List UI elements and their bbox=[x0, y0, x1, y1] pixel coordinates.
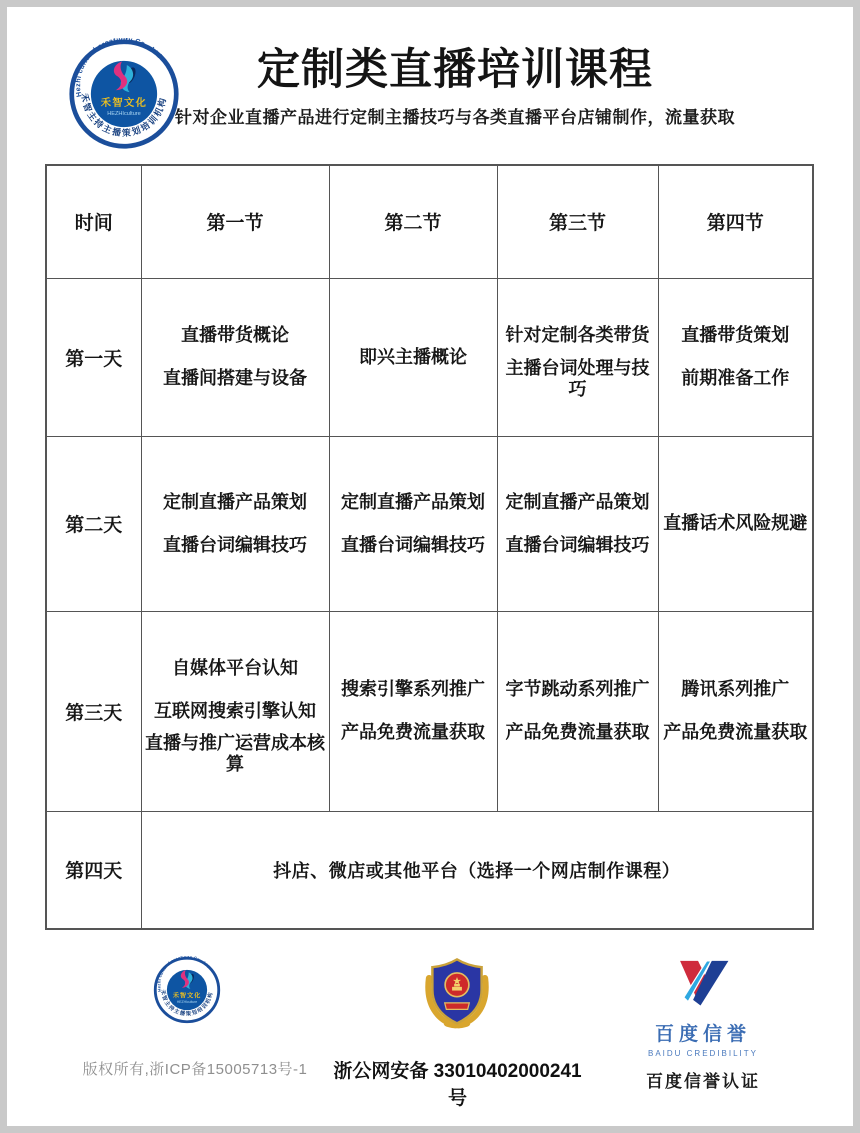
police-badge-icon bbox=[416, 951, 498, 1035]
course-line: 直播间搭建与设备 bbox=[163, 368, 307, 389]
course-cell bbox=[658, 611, 813, 811]
hezhi-logo-footer bbox=[153, 956, 221, 1024]
course-cell bbox=[141, 611, 329, 811]
table-row-day1 bbox=[46, 278, 813, 436]
course-line: 产品免费流量获取 bbox=[505, 722, 650, 743]
course-line: 即兴主播概论 bbox=[359, 346, 467, 367]
course-table bbox=[45, 164, 814, 930]
course-line: 直播与推广运营成本核算 bbox=[145, 733, 325, 774]
column-header-lesson4: 第四节 bbox=[658, 165, 813, 278]
course-cell bbox=[329, 278, 497, 436]
day-label: 第二天 bbox=[46, 436, 141, 611]
page-title: 定制类直播培训课程 bbox=[257, 46, 653, 94]
course-line: 直播台词编辑技巧 bbox=[163, 534, 307, 555]
course-line: 前期准备工作 bbox=[681, 368, 790, 389]
course-line: 定制直播产品策划 bbox=[163, 491, 307, 512]
course-line: 直播台词编辑技巧 bbox=[505, 534, 650, 555]
course-cell-merged: 抖店、微店或其他平台（选择一个网店制作课程） bbox=[141, 811, 813, 929]
column-header-lesson2: 第二节 bbox=[329, 165, 497, 278]
course-cell bbox=[497, 611, 658, 811]
header bbox=[90, 46, 820, 128]
column-header-lesson3: 第三节 bbox=[497, 165, 658, 278]
header-row bbox=[46, 165, 813, 278]
course-cell bbox=[497, 278, 658, 436]
course-line: 产品免费流量获取 bbox=[663, 722, 808, 743]
copyright-text: 版权所有,浙ICP备15005713号-1 bbox=[82, 1061, 308, 1078]
course-line: 直播带货策划 bbox=[681, 325, 790, 346]
course-line: 搜索引擎系列推广 bbox=[341, 679, 485, 700]
baidu-credibility-block bbox=[617, 958, 789, 1092]
course-cell bbox=[141, 436, 329, 611]
police-record-text: 浙公网安备 33010402000241号 bbox=[333, 1061, 582, 1109]
course-line: 自媒体平台认知 bbox=[172, 657, 298, 678]
course-line: 针对定制各类带货 bbox=[505, 325, 650, 346]
day-label: 第一天 bbox=[46, 278, 141, 436]
course-line: 直播话术风险规避 bbox=[663, 513, 808, 534]
course-cell bbox=[329, 436, 497, 611]
day-label: 第四天 bbox=[46, 811, 141, 929]
baidu-cert-text: 百度信誉认证 bbox=[646, 1072, 760, 1091]
baidu-name: 百度信誉 bbox=[654, 1024, 751, 1045]
course-line: 直播台词编辑技巧 bbox=[341, 534, 485, 555]
column-header-time: 时间 bbox=[46, 165, 141, 278]
table-row-day2 bbox=[46, 436, 813, 611]
course-line: 直播带货概论 bbox=[181, 325, 289, 346]
course-cell bbox=[329, 611, 497, 811]
column-header-lesson1: 第一节 bbox=[141, 165, 329, 278]
table-row-day3 bbox=[46, 611, 813, 811]
course-line: 字节跳动系列推广 bbox=[505, 679, 650, 700]
course-cell bbox=[658, 278, 813, 436]
course-cell bbox=[141, 278, 329, 436]
table-row-day4 bbox=[46, 811, 813, 929]
day-label: 第三天 bbox=[46, 611, 141, 811]
course-line: 定制直播产品策划 bbox=[505, 491, 650, 512]
course-cell bbox=[658, 436, 813, 611]
baidu-name-en: BAIDU CREDIBILITY bbox=[647, 1049, 758, 1058]
course-line: 定制直播产品策划 bbox=[341, 491, 485, 512]
course-line: 主播台词处理与技巧 bbox=[505, 357, 650, 399]
baidu-v-logo bbox=[672, 958, 734, 1012]
course-line: 产品免费流量获取 bbox=[341, 722, 485, 743]
course-line: 腾讯系列推广 bbox=[681, 679, 790, 700]
course-line: 互联网搜索引擎认知 bbox=[154, 700, 316, 721]
page-subtitle: 针对企业直播产品进行定制主播技巧与各类直播平台店铺制作，流量获取 bbox=[175, 108, 735, 128]
course-cell bbox=[497, 436, 658, 611]
